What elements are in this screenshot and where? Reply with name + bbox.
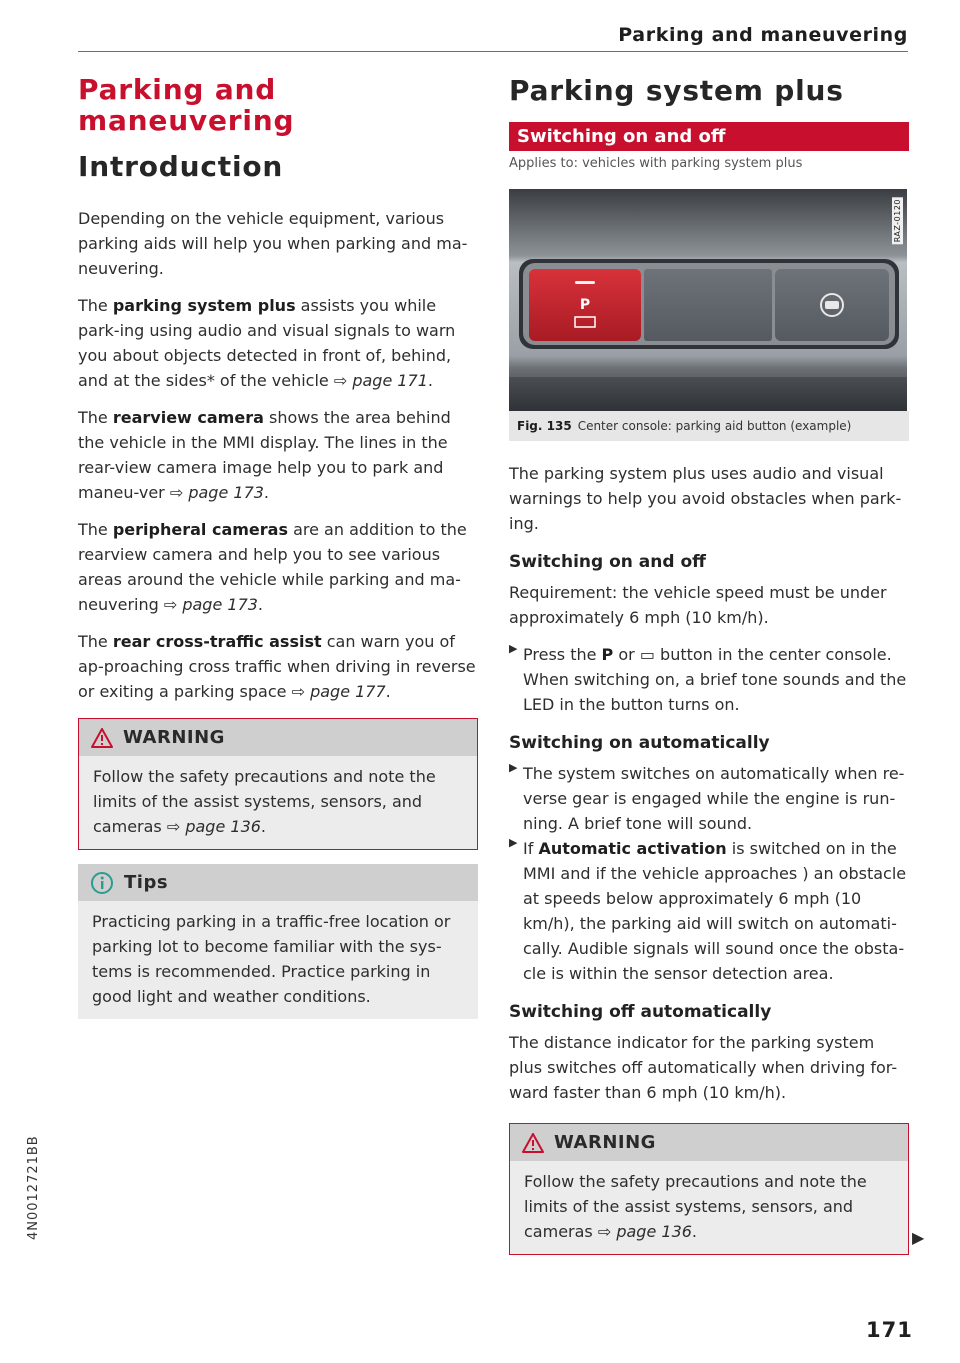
tips-title: Tips xyxy=(124,872,169,893)
bullet-arrow-icon: ▶ xyxy=(509,642,518,655)
chapter-title xyxy=(78,74,478,136)
right-column xyxy=(509,74,909,1255)
page-link[interactable]: ⇨ page 177 xyxy=(291,682,386,701)
tips-text: Practicing parking in a traffic-free location or parking lot to become familiar with the sys-tems is recommended. Practice parking in good light and weather conditions. xyxy=(92,912,451,1006)
running-header: Parking and maneuvering xyxy=(618,24,908,46)
switch-off-text: The distance indicator for the parking system plus switches off automatically when driving for-ward faster than 6 mph (10 km/h). xyxy=(509,1033,898,1102)
page-link[interactable]: ⇨ page 136 xyxy=(597,1222,692,1241)
console-illustration xyxy=(509,189,907,411)
figure-caption xyxy=(509,411,909,441)
parking-button-icon: ▭ xyxy=(639,645,655,664)
section-title: Parking system plus xyxy=(509,74,844,107)
warning-header xyxy=(510,1124,908,1161)
applies-to-note: Applies to: vehicles with parking system plus xyxy=(509,156,803,171)
bullet-arrow-icon: ▶ xyxy=(509,761,518,774)
figure-caption-text: Center console: parking aid button (example) xyxy=(577,419,852,433)
warning-title: WARNING xyxy=(554,1132,656,1153)
list-item: ▶ Press the P or ▭ button in the center console. When switching on, a brief tone sounds and the LED in the button turns on. xyxy=(509,642,907,714)
continue-arrow-icon: ▶ xyxy=(912,1228,925,1247)
page-number: 171 xyxy=(866,1318,913,1342)
left-column xyxy=(78,74,478,1019)
header-rule xyxy=(78,51,908,52)
console-figure xyxy=(509,189,907,411)
parking-system-paragraph: The parking system plus assists you while park-ing using audio and visual signals to warn you about objects detected in front of, behind, and at the sides* of the vehicle ⇨ page 171. xyxy=(78,296,456,390)
warning-header xyxy=(79,719,477,756)
warning-icon xyxy=(91,728,113,748)
requirement-text: Requirement: the vehicle speed must be under approximately 6 mph (10 km/h). xyxy=(509,583,887,627)
document-code: 4N0012721BB xyxy=(26,1135,41,1240)
list-item: ▶ If Automatic activation is switched on in the MMI and if the vehicle approaches ) an obstacle at speeds below approximately 6 mph (10 km/h), the parking aid will switch on automati-cally. Audible signals will sound once the obsta-cle is within the sensor detection area. xyxy=(509,836,907,983)
chapter-title-line1: Parking and xyxy=(78,73,277,106)
warning-box-right xyxy=(509,1123,909,1255)
list-item: ▶ The system switches on automatically when re-verse gear is engaged while the engine is run-ning. A brief tone will sound. xyxy=(509,761,905,833)
figure-code: RAZ-0120 xyxy=(893,199,902,243)
warning-text: Follow the safety precautions and note the limits of the assist systems, sensors, and cameras ⇨ page 136. xyxy=(93,767,436,836)
bullet-arrow-icon: ▶ xyxy=(509,836,518,849)
info-icon xyxy=(90,871,114,895)
warning-box-left xyxy=(78,718,478,850)
tips-header xyxy=(78,864,478,901)
intro-heading: Introduction xyxy=(78,150,284,183)
figure-label: Fig. 135 xyxy=(517,419,572,433)
cross-traffic-paragraph: The rear cross-traffic assist can warn you of ap-proaching cross traffic when driving in reverse or exiting a parking space ⇨ page 177. xyxy=(78,632,476,701)
parking-button-symbol: P xyxy=(601,645,614,664)
warning-title: WARNING xyxy=(123,727,225,748)
page-link[interactable]: ⇨ page 173 xyxy=(163,595,258,614)
subsection-banner: Switching on and off xyxy=(509,122,909,151)
page-link[interactable]: ⇨ page 173 xyxy=(169,483,264,502)
chapter-title-line2: maneuvering xyxy=(78,104,295,137)
warning-text: Follow the safety precautions and note the limits of the assist systems, sensors, and cameras ⇨ page 136. xyxy=(524,1172,867,1241)
tips-box xyxy=(78,864,478,1019)
subheading-switching-off-auto: Switching off automatically xyxy=(509,1002,772,1022)
svg-text:P: P xyxy=(579,297,591,313)
warning-icon xyxy=(522,1133,544,1153)
intro-paragraph: Depending on the vehicle equipment, various parking aids will help you when parking and ma-neuvering. xyxy=(78,209,468,278)
rearview-camera-paragraph: The rearview camera shows the area behind the vehicle in the MMI display. The lines in the rear-view camera image help you to park and maneu-ver ⇨ page 173. xyxy=(78,408,451,502)
page-link[interactable]: ⇨ page 136 xyxy=(166,817,261,836)
system-intro: The parking system plus uses audio and visual warnings to help you avoid obstacles when park-ing. xyxy=(509,464,902,533)
peripheral-cameras-paragraph: The peripheral cameras are an addition to the rearview camera and help you to see various areas around the vehicle while parking and ma-neuvering ⇨ page 173. xyxy=(78,520,467,614)
subheading-switching-on-off: Switching on and off xyxy=(509,552,706,572)
page-link[interactable]: ⇨ page 171 xyxy=(333,371,428,390)
subheading-switching-on-auto: Switching on automatically xyxy=(509,733,770,753)
